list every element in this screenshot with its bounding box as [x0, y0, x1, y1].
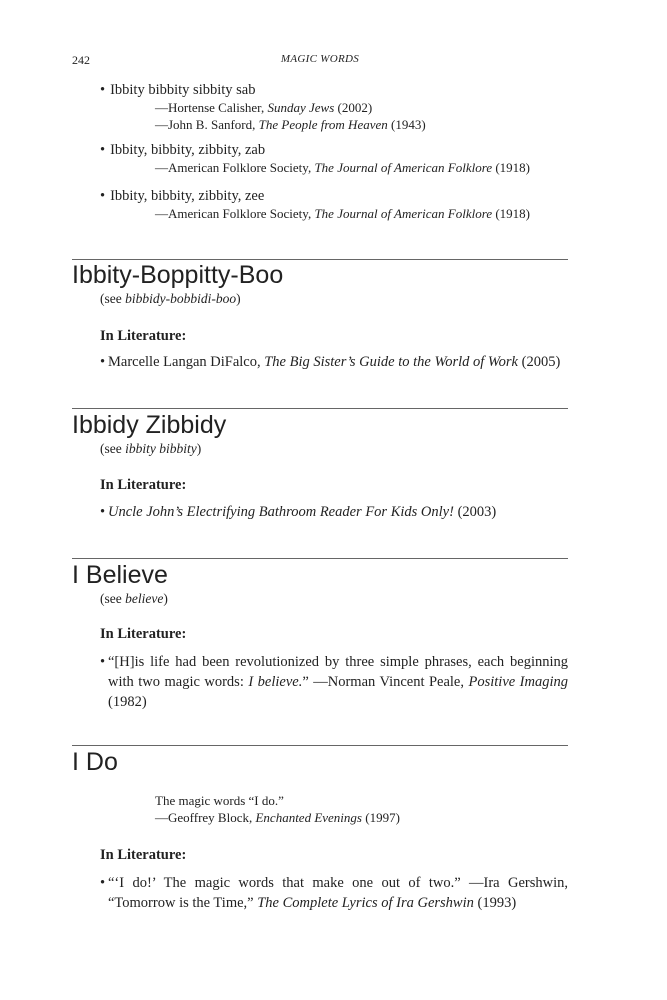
- entry-divider: [72, 408, 568, 409]
- see-also: (see ibbity bibbity): [100, 441, 202, 456]
- example-phrase: • Ibbity, bibbity, zibbity, zab: [100, 141, 265, 159]
- entry-divider: [72, 558, 568, 559]
- literature-heading: In Literature:: [100, 847, 187, 863]
- running-title: MAGIC WORDS: [280, 53, 360, 65]
- entry-title: Ibbidy Zibbidy: [72, 411, 227, 439]
- see-also: (see bibbidy-bobbidi-boo): [100, 291, 241, 306]
- example-citation: —American Folklore Society, The Journal of American Folklore (1918): [155, 160, 531, 175]
- entry-title: I Do: [72, 748, 118, 776]
- example-phrase: • Ibbity bibbity sibbity sab: [100, 81, 255, 99]
- running-header: [72, 53, 568, 69]
- literature-item: • Uncle John’s Electrifying Bathroom Reader For Kids Only! (2003): [100, 504, 497, 520]
- epigraph-quote: The magic words “I do.”: [155, 793, 284, 808]
- example-phrase: • Ibbity, bibbity, zibbity, zee: [100, 187, 264, 205]
- example-citation: —John B. Sanford, The People from Heaven (1943): [155, 117, 426, 132]
- entry-divider: [72, 745, 568, 746]
- literature-item: • Marcelle Langan DiFalco, The Big Sister’s Guide to the World of Work (2005): [100, 354, 561, 370]
- literature-heading: In Literature:: [100, 477, 187, 493]
- see-also: (see believe): [100, 591, 168, 606]
- literature-heading: In Literature:: [100, 328, 187, 344]
- literature-item: • “‘I do!’ The magic words that make one out of two.” —Ira Gershwin, “Tomorrow is the Time,” The Complete Lyrics of Ira Gershwin (1993): [100, 875, 568, 911]
- example-citation: —Hortense Calisher, Sunday Jews (2002): [155, 100, 373, 115]
- epigraph-citation: —Geoffrey Block, Enchanted Evenings (1997): [155, 810, 400, 825]
- page-number: 242: [72, 53, 90, 67]
- entry-title: I Believe: [72, 561, 168, 589]
- literature-heading: In Literature:: [100, 626, 187, 642]
- literature-item: • “[H]is life had been revolutionized by three simple phrases, each beginning with two magic words: I believe.” —Norman Vincent Peale, Positive Imaging (1982): [100, 654, 568, 710]
- entry-title: Ibbity-Boppitty-Boo: [72, 261, 284, 289]
- example-citation: —American Folklore Society, The Journal of American Folklore (1918): [155, 206, 531, 221]
